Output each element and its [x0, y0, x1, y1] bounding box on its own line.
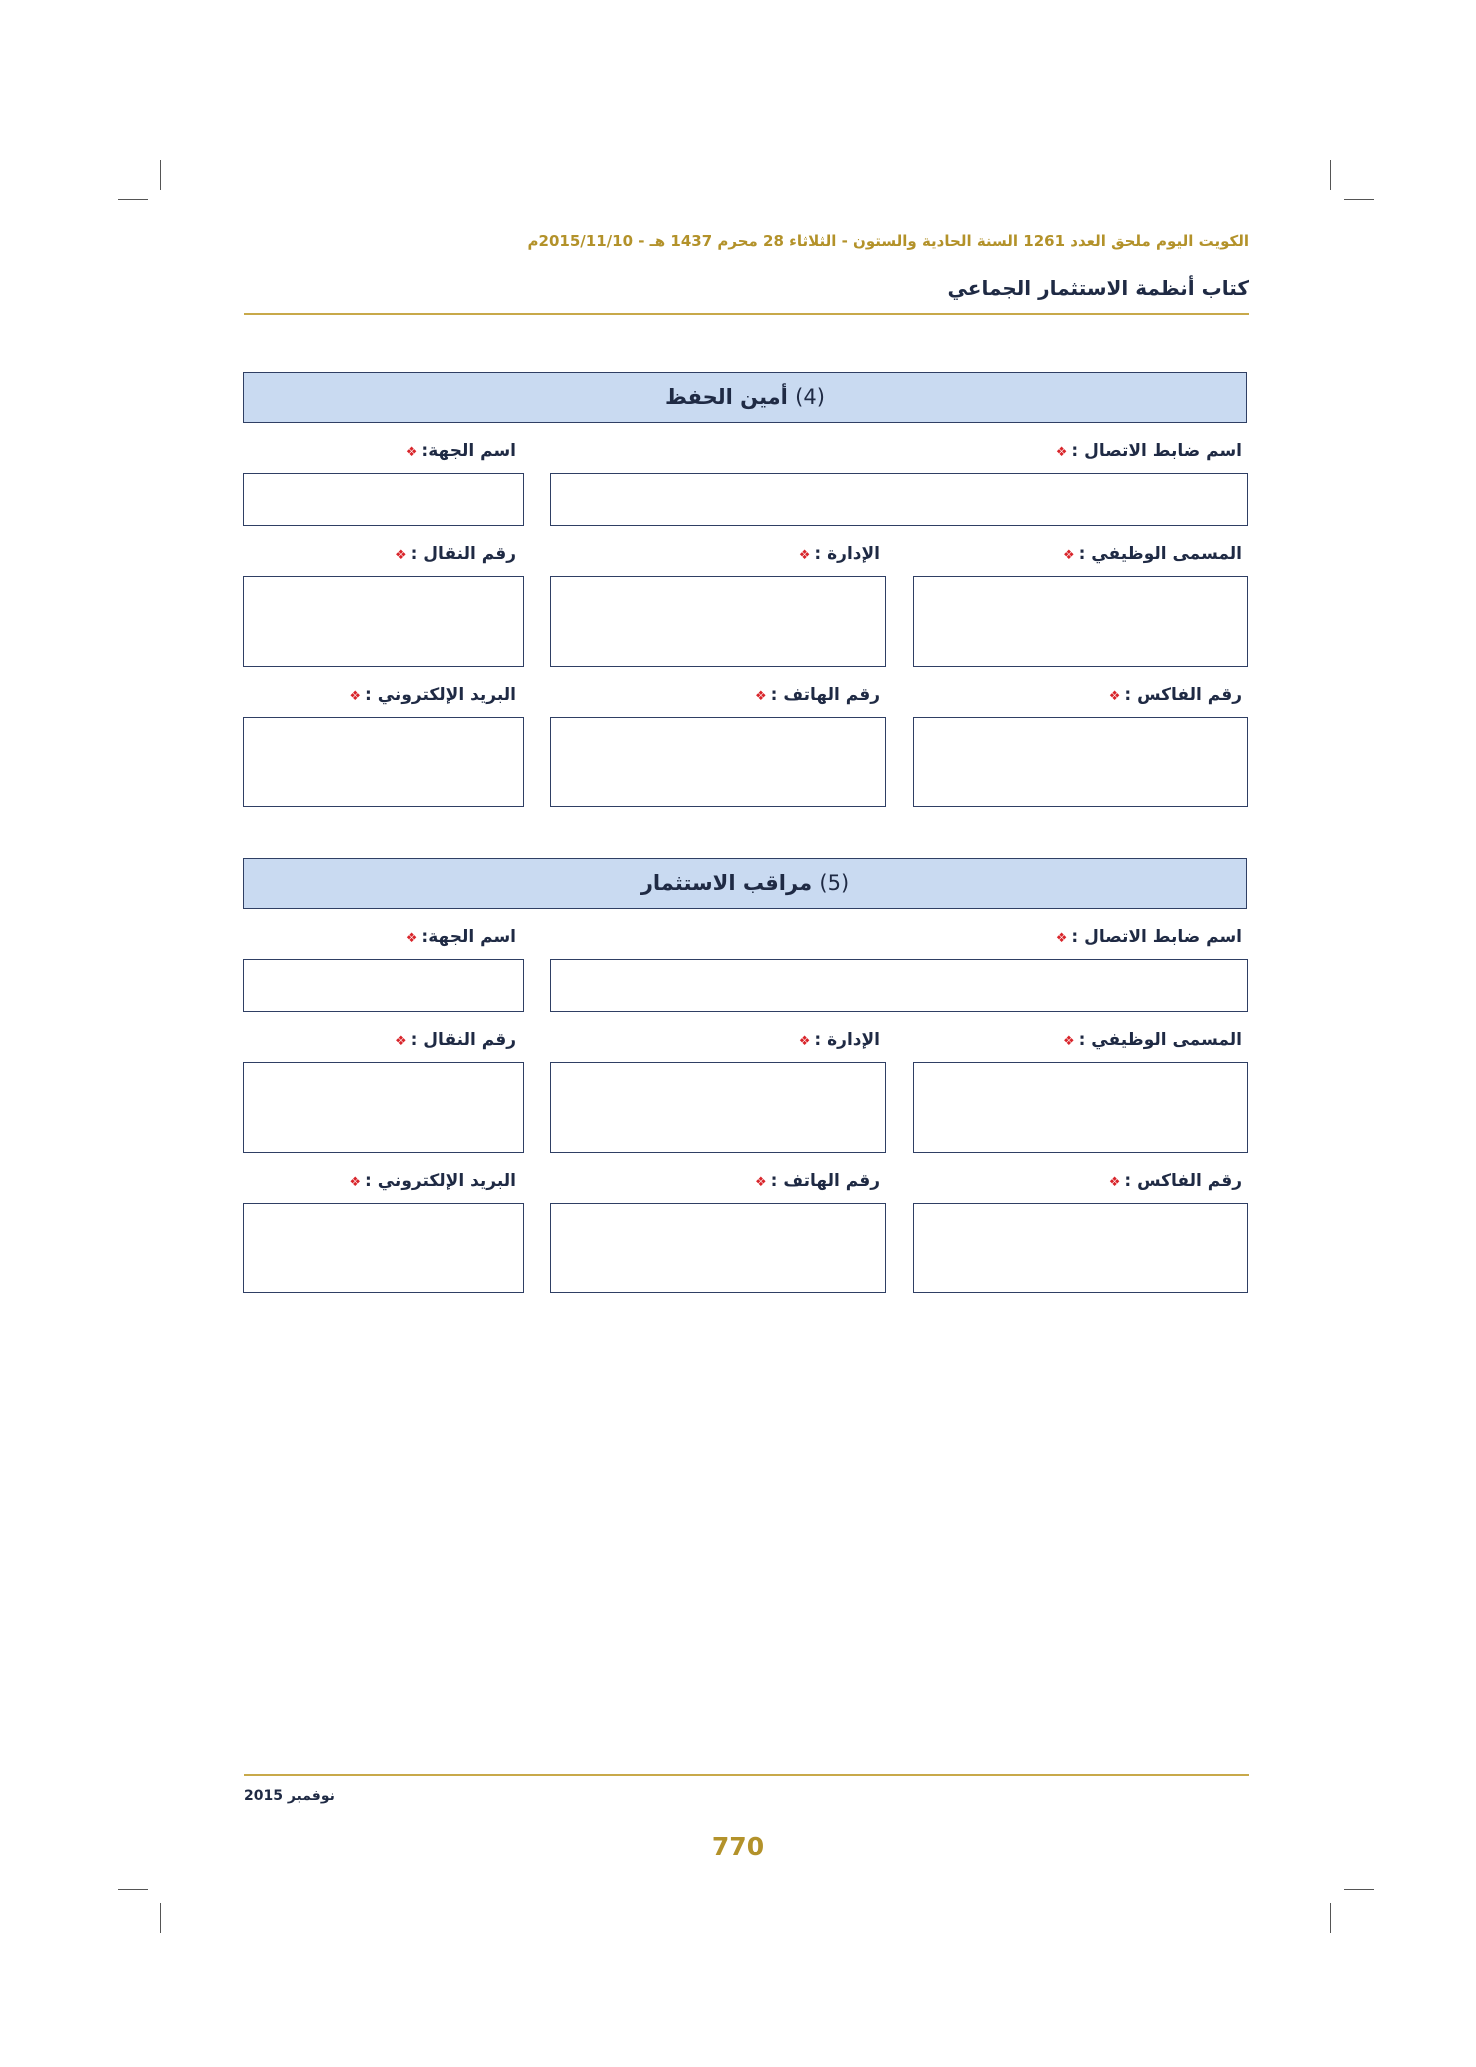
section-title: مراقب الاستثمار: [640, 871, 813, 895]
label-job-title: المسمى الوظيفي :❖: [1062, 544, 1242, 564]
required-marker: ❖: [755, 689, 767, 704]
label-mobile: رقم النقال :❖: [394, 1030, 516, 1050]
job-title-field[interactable]: [913, 576, 1248, 667]
department-field[interactable]: [550, 1062, 886, 1153]
mobile-field[interactable]: [243, 576, 524, 667]
required-marker: ❖: [1062, 548, 1075, 563]
label-entity-name: اسم الجهة:❖: [405, 927, 516, 947]
crop-mark: [160, 160, 161, 190]
crop-mark: [1344, 1889, 1374, 1890]
header-rule: [244, 313, 1249, 315]
required-marker: ❖: [394, 548, 407, 563]
label-entity-name: اسم الجهة:❖: [405, 441, 516, 461]
section-header-custodian: [243, 372, 1247, 423]
required-marker: ❖: [394, 1034, 407, 1049]
required-marker: ❖: [1055, 445, 1068, 460]
section-title: أمين الحفظ: [665, 385, 788, 409]
label-phone: رقم الهاتف :❖: [755, 1171, 880, 1191]
section-header-investment-monitor: [243, 858, 1247, 909]
fax-field[interactable]: [913, 717, 1248, 807]
required-marker: ❖: [1108, 1175, 1121, 1190]
required-marker: ❖: [1108, 689, 1121, 704]
required-marker: ❖: [405, 445, 418, 460]
required-marker: ❖: [798, 548, 811, 563]
label-email: البريد الإلكتروني :❖: [349, 1171, 516, 1191]
section-number: (5): [819, 871, 850, 895]
footer-date: نوفمبر 2015: [244, 1788, 335, 1804]
crop-mark: [1330, 160, 1331, 190]
entity-name-field[interactable]: [243, 959, 524, 1012]
label-contact-officer: اسم ضابط الاتصال :❖: [1055, 441, 1242, 461]
phone-field[interactable]: [550, 1203, 886, 1293]
book-title: كتاب أنظمة الاستثمار الجماعي: [947, 276, 1249, 300]
phone-field[interactable]: [550, 717, 886, 807]
label-fax: رقم الفاكس :❖: [1108, 1171, 1242, 1191]
required-marker: ❖: [755, 1175, 767, 1190]
department-field[interactable]: [550, 576, 886, 667]
page-number: 770: [711, 1832, 765, 1861]
email-field[interactable]: [243, 1203, 524, 1293]
label-fax: رقم الفاكس :❖: [1108, 685, 1242, 705]
section-number: (4): [795, 385, 825, 409]
required-marker: ❖: [798, 1034, 811, 1049]
gazette-header: الكويت اليوم ملحق العدد 1261 السنة الحادية والستون - الثلاثاء 28 محرم 1437 هـ - 2015/11/10م: [527, 232, 1249, 250]
fax-field[interactable]: [913, 1203, 1248, 1293]
label-email: البريد الإلكتروني :❖: [349, 685, 516, 705]
label-job-title: المسمى الوظيفي :❖: [1062, 1030, 1242, 1050]
crop-mark: [118, 1889, 148, 1890]
label-mobile: رقم النقال :❖: [394, 544, 516, 564]
crop-mark: [1330, 1903, 1331, 1933]
job-title-field[interactable]: [913, 1062, 1248, 1153]
label-department: الإدارة :❖: [798, 544, 880, 564]
required-marker: ❖: [349, 1175, 362, 1190]
required-marker: ❖: [1062, 1034, 1075, 1049]
contact-officer-field[interactable]: [550, 473, 1248, 526]
required-marker: ❖: [349, 689, 362, 704]
footer-rule: [244, 1774, 1249, 1776]
label-contact-officer: اسم ضابط الاتصال :❖: [1055, 927, 1242, 947]
crop-mark: [118, 199, 148, 200]
required-marker: ❖: [1055, 931, 1068, 946]
entity-name-field[interactable]: [243, 473, 524, 526]
required-marker: ❖: [405, 931, 418, 946]
label-phone: رقم الهاتف :❖: [755, 685, 880, 705]
mobile-field[interactable]: [243, 1062, 524, 1153]
crop-mark: [160, 1903, 161, 1933]
crop-mark: [1344, 199, 1374, 200]
email-field[interactable]: [243, 717, 524, 807]
label-department: الإدارة :❖: [798, 1030, 880, 1050]
contact-officer-field[interactable]: [550, 959, 1248, 1012]
